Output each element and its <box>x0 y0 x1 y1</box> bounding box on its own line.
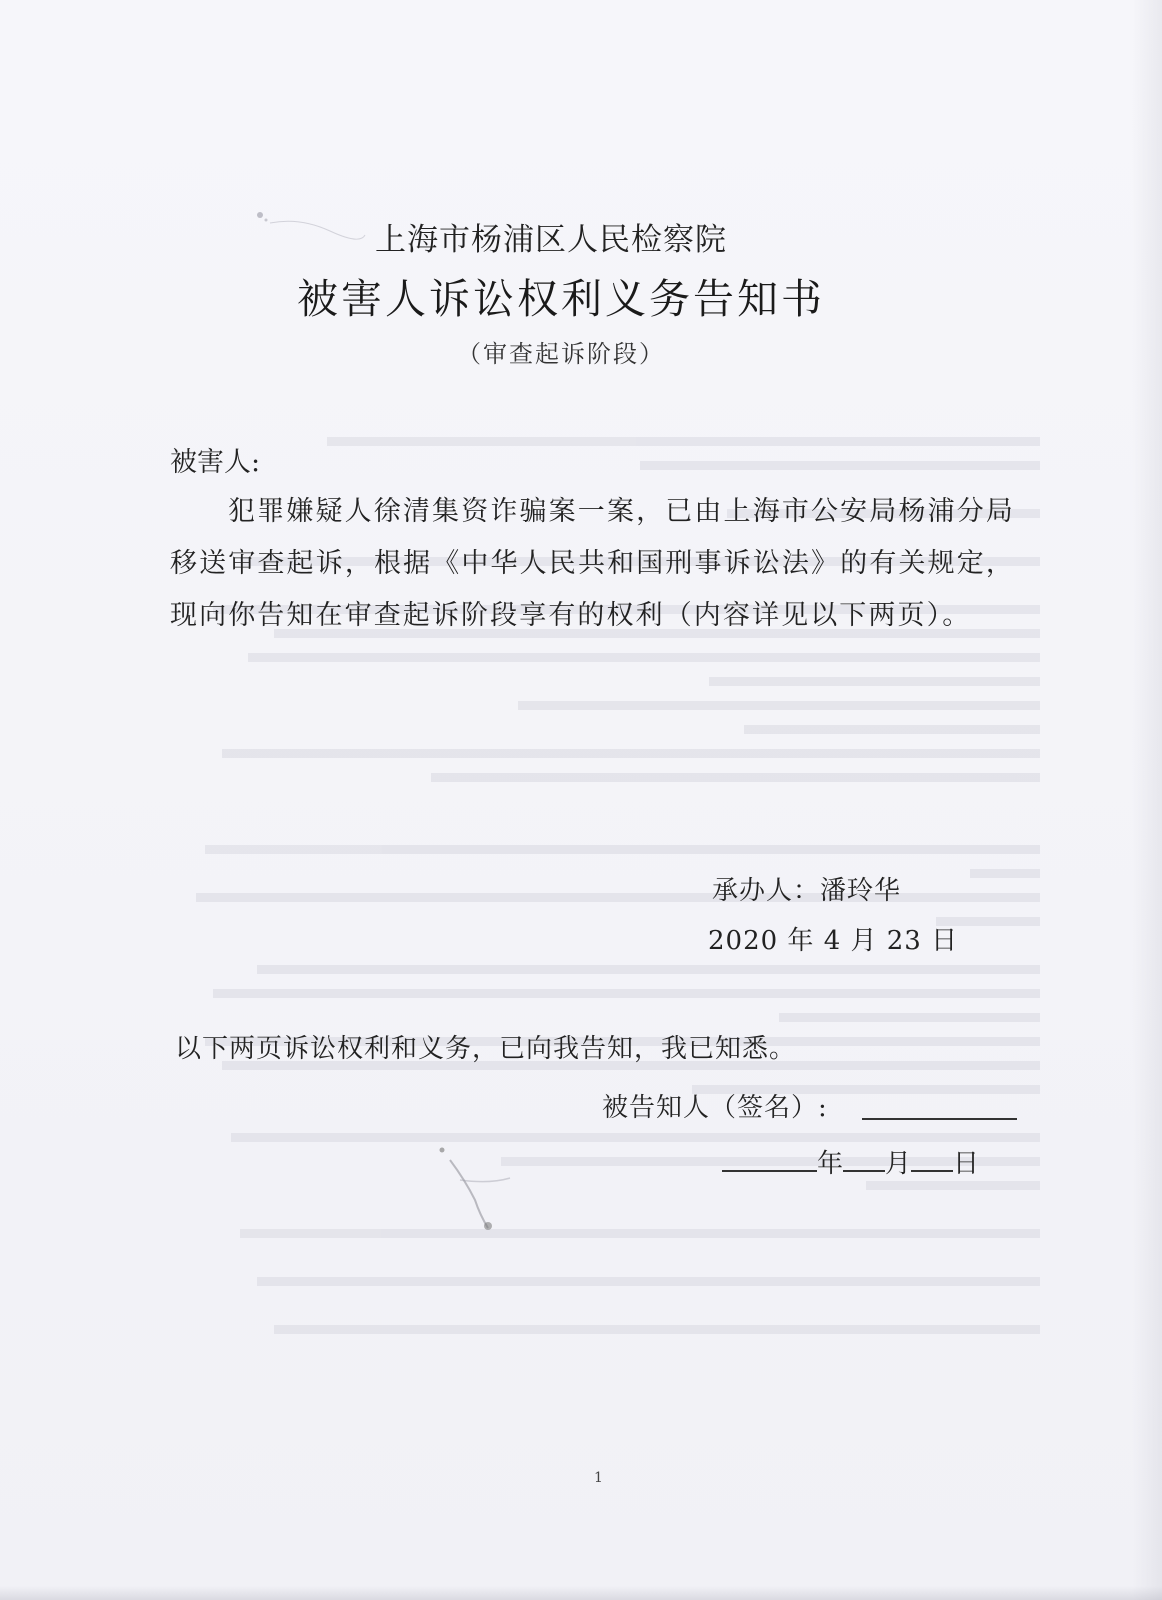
day-label: 日 <box>953 1149 980 1179</box>
document-stage: （审查起诉阶段） <box>457 340 665 368</box>
handler-name: 承办人：潘玲华 <box>712 876 902 906</box>
addressee: 被害人: <box>170 447 261 478</box>
document-title: 被害人诉讼权利义务告知书 <box>297 275 825 323</box>
signature-label: 被告知人（签名）: <box>602 1093 828 1123</box>
scan-smudge <box>420 1140 530 1240</box>
signature-line[interactable] <box>862 1118 1017 1120</box>
page-number: 1 <box>594 1470 603 1486</box>
year-label: 年 <box>817 1149 844 1179</box>
scan-bottom-edge <box>0 1586 1162 1600</box>
signature-date <box>722 1143 979 1180</box>
acknowledgement-statement: 以下两页诉讼权利和义务，已向我告知，我已知悉。 <box>175 1034 797 1064</box>
day-blank[interactable] <box>911 1146 953 1172</box>
issue-date: 2020 年 4 月 23 日 <box>708 926 959 956</box>
year-blank[interactable] <box>722 1146 817 1172</box>
organization-name: 上海市杨浦区人民检察院 <box>375 222 727 258</box>
month-label: 月 <box>885 1149 912 1179</box>
notice-body: 犯罪嫌疑人徐清集资诈骗案一案，已由上海市公安局杨浦分局移送审查起诉，根据《中华人民共和国刑事诉讼法》的有关规定，现向你告知在审查起诉阶段享有的权利（内容详见以下两页）。 <box>170 496 1015 631</box>
month-blank[interactable] <box>843 1146 885 1172</box>
